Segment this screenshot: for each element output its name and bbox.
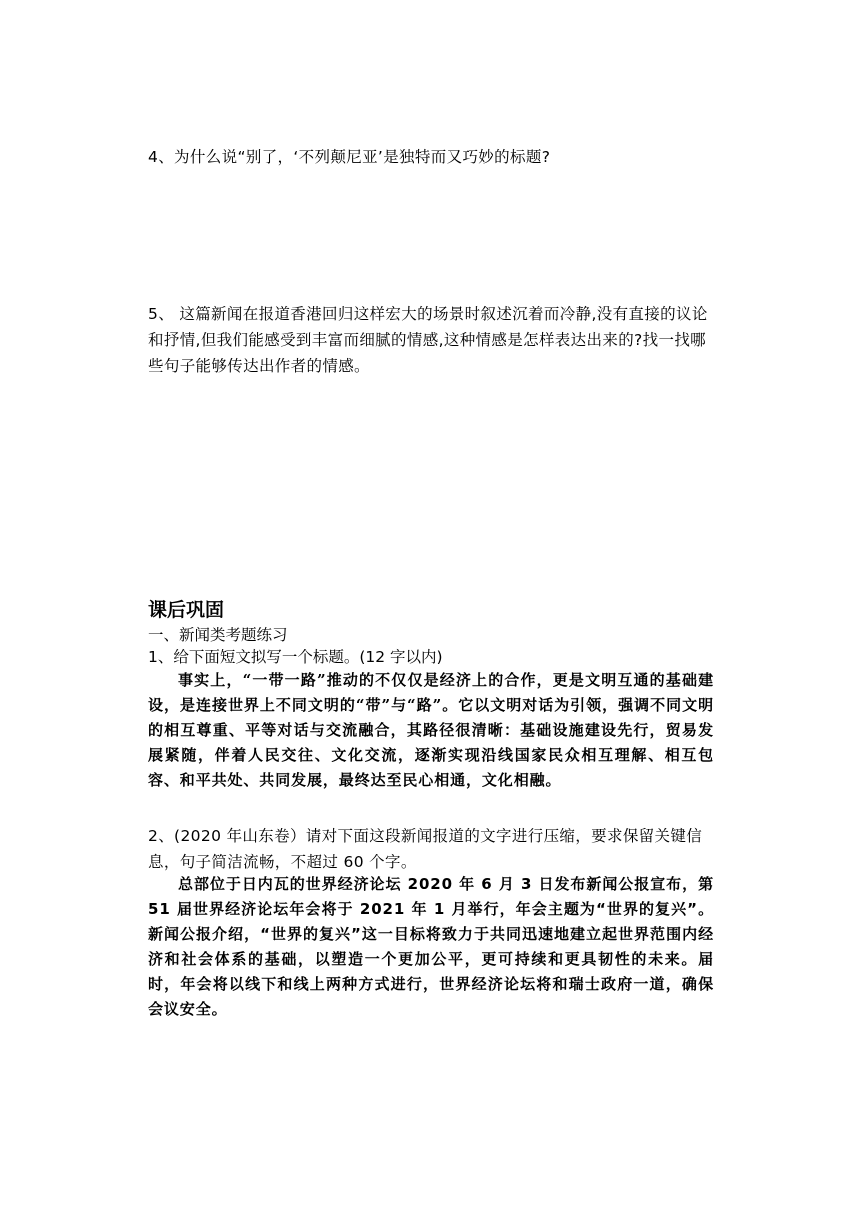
question-5: 5、 这篇新闻在报道香港回归这样宏大的场景时叙述沉着而冷静,没有直接的议论和抒情,但我们能感受到丰富而细腻的情感,这种情感是怎样表达出来的?找一找哪些句子能够传达出作者的情感。 xyxy=(148,305,708,375)
exercise-2-prompt: 2、(2020 年山东卷）请对下面这段新闻报道的文字进行压缩，要求保留关键信息，句子简洁流畅，不超过 60 个字。 xyxy=(148,827,703,871)
exercise-1-passage: 事实上，“一带一路”推动的不仅仅是经济上的合作，更是文明互通的基础建设，是连接世界上不同文明的“带”与“路”。它以文明对话为引领，强调不同文明的相互尊重、平等对话与交流融合，其路径很清晰：基础设施建设先行，贸易发展紧随，伴着人民交往、文化交流，逐渐实现沿线国家民众相互理解、相互包容、和平共处、共同发展，最终达至民心相通，文化相融。 xyxy=(148,671,714,789)
exercise-1-prompt: 1、给下面短文拟写一个标题。(12 字以内) xyxy=(148,648,443,666)
section-title: 课后巩固 xyxy=(148,599,225,621)
section-subtitle: 一、新闻类考题练习 xyxy=(148,626,288,644)
question-4: 4、为什么说“别了，‘不列颠尼亚’是独特而又巧妙的标题? xyxy=(148,148,551,166)
exercise-2-passage: 总部位于日内瓦的世界经济论坛 2020 年 6 月 3 日发布新闻公报宣布，第 51 届世界经济论坛年会将于 2021 年 1 月举行，年会主题为“世界的复兴”。新闻公报介绍，“世界的复兴”这一目标将致力于共同迅速地建立起世界范围内经济和社会体系的基础，以塑造一个更加公平，更可持续和更具韧性的未来。届时，年会将以线下和线上两种方式进行，世界经济论坛将和瑞士政府一道，确保会议安全。 xyxy=(148,875,714,1018)
